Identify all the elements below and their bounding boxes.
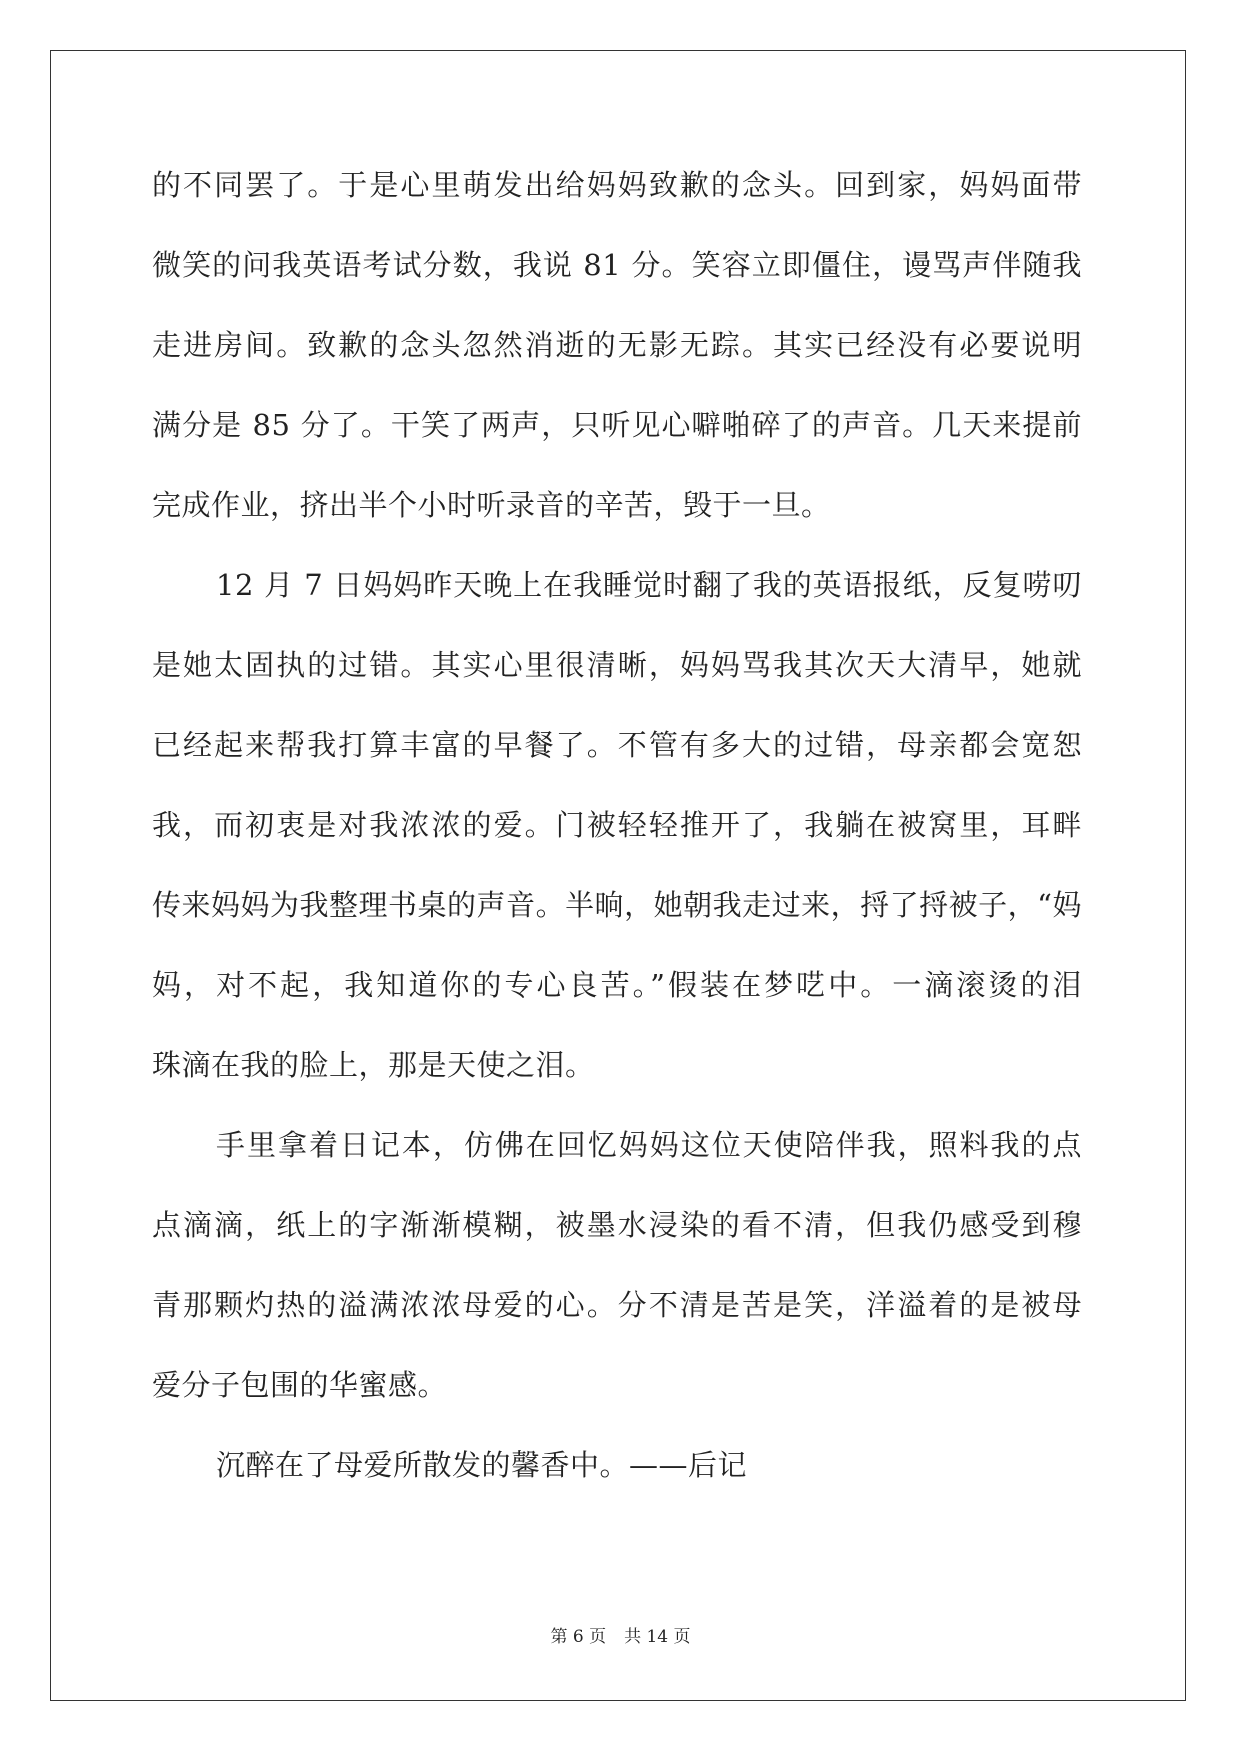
text-line: 爱分子包围的华蜜感。 xyxy=(152,1368,448,1402)
paragraph-1 xyxy=(152,160,1082,560)
text-line: 已经起来帮我打算丰富的早餐了。不管有多大的过错，母亲都会宽恕 xyxy=(152,728,1082,762)
document-body xyxy=(152,160,1082,1520)
text-line: 12 月 7 日妈妈昨天晚上在我睡觉时翻了我的英语报纸，反复唠叨 xyxy=(216,568,1082,602)
text-line: 完成作业，挤出半个小时听录音的辛苦，毁于一旦。 xyxy=(152,488,831,522)
page-footer xyxy=(0,1622,1241,1647)
text-line: 沉醉在了母爱所散发的馨香中。——后记 xyxy=(216,1448,748,1482)
text-line: 是她太固执的过错。其实心里很清晰，妈妈骂我其次天大清早，她就 xyxy=(152,648,1082,682)
text-line: 微笑的问我英语考试分数，我说 81 分。笑容立即僵住，谩骂声伴随我 xyxy=(152,248,1082,282)
text-line: 走进房间。致歉的念头忽然消逝的无影无踪。其实已经没有必要说明 xyxy=(152,328,1082,362)
paragraph-2 xyxy=(152,560,1082,1120)
paragraph-4 xyxy=(152,1440,1082,1520)
text-line: 青那颗灼热的溢满浓浓母爱的心。分不清是苦是笑，洋溢着的是被母 xyxy=(152,1288,1082,1322)
text-line: 点滴滴，纸上的字渐渐模糊，被墨水浸染的看不清，但我仍感受到穆 xyxy=(152,1208,1082,1242)
text-line: 妈，对不起，我知道你的专心良苦。”假装在梦呓中。一滴滚烫的泪 xyxy=(152,968,1082,1002)
total-pages: 共 14 页 xyxy=(624,1627,691,1647)
text-line: 珠滴在我的脸上，那是天使之泪。 xyxy=(152,1048,595,1082)
text-line: 手里拿着日记本，仿佛在回忆妈妈这位天使陪伴我，照料我的点 xyxy=(216,1128,1082,1162)
page-number: 第 6 页 xyxy=(550,1627,607,1647)
text-line: 满分是 85 分了。干笑了两声，只听见心噼啪碎了的声音。几天来提前 xyxy=(152,408,1082,442)
text-line: 传来妈妈为我整理书桌的声音。半晌，她朝我走过来，捋了捋被子，“妈 xyxy=(152,888,1082,922)
text-line: 的不同罢了。于是心里萌发出给妈妈致歉的念头。回到家，妈妈面带 xyxy=(152,168,1082,202)
text-line: 我，而初衷是对我浓浓的爱。门被轻轻推开了，我躺在被窝里，耳畔 xyxy=(152,808,1082,842)
paragraph-3 xyxy=(152,1120,1082,1440)
